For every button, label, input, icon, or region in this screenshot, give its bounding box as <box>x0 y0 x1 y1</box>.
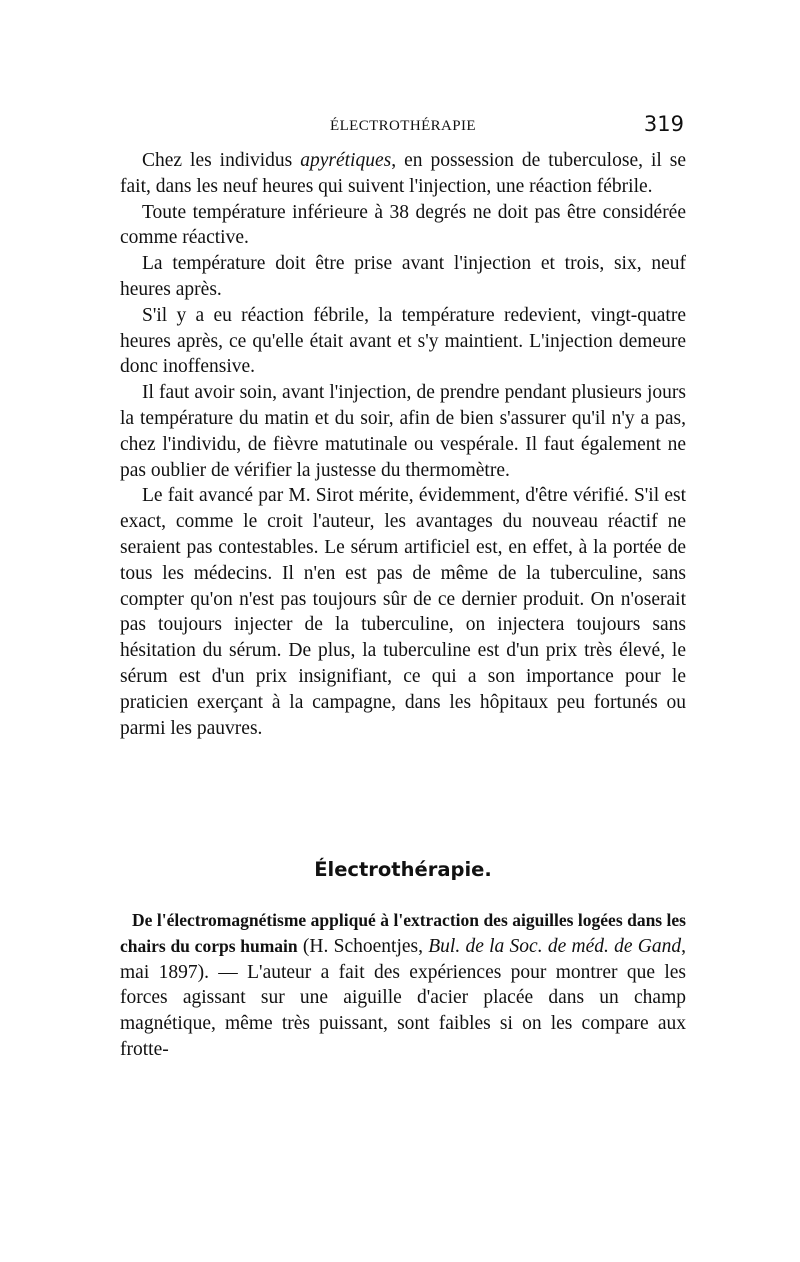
paragraph: La température doit être prise avant l'injection et trois, six, neuf heures après. <box>120 253 686 300</box>
paragraph: Toute température inférieure à 38 degrés ne doit pas être considérée comme réactive. <box>120 201 686 249</box>
paragraph: S'il y a eu réaction fébrile, la température redevient, vingt-quatre heures après, ce qu'elle était avant et s'y maintient. L'injection demeure donc inoffensive. <box>120 304 686 378</box>
entry-title: De l'électromagnétisme appliqué à l'extraction des aiguilles logées dans les chairs du corps humain <box>120 910 686 956</box>
entry-journal: Bul. de la Soc. de méd. de Gand <box>428 935 682 957</box>
body-text <box>120 148 686 741</box>
paragraph-emphasis: apyrétiques <box>300 150 392 171</box>
section-heading: Électrothérapie. <box>314 858 492 881</box>
paragraph: Il faut avoir soin, avant l'injection, de prendre pendant plusieurs jours la température du matin et du soir, afin de bien s'assurer qu'il n'y a pas, chez l'individu, de fièvre matutinale ou vespérale. Il faut également ne pas oublier de vérifier la justesse du thermomètre. <box>120 382 686 481</box>
paragraph <box>120 148 686 200</box>
running-head-title: ÉLECTROTHÉRAPIE <box>330 118 476 134</box>
running-head <box>120 112 686 142</box>
paragraph-text: Chez les individus <box>142 150 301 171</box>
entry-text: , mai 1897). — L'auteur a fait des expériences pour montrer que les forces agissant sur une aiguille d'acier placée dans un champ magnétique, même très puissant, sont faibles si on les compare aux frotte- <box>120 935 687 1060</box>
bibliographic-entry <box>120 908 686 1063</box>
entry-author: (H. Schoentjes, <box>297 935 429 957</box>
paragraph: Le fait avancé par M. Sirot mérite, évidemment, d'être vérifié. S'il est exact, comme le croit l'auteur, les avantages du nouveau réactif ne seraient pas contestables. Le sérum artificiel est, en effet, à la portée de tous les médecins. Il n'en est pas de même de la tuberculine, sans compter qu'on n'est pas toujours sûr de ce dernier produit. On n'oserait pas toujours injecter de la tuberculine, on injectera toujours sans hésitation du sérum. De plus, la tuberculine est d'un prix très élevé, le sérum est d'un prix insignifiant, ce qui a son importance pour le praticien exerçant à la campagne, dans les hôpitaux peu fortunés ou parmi les pauvres. <box>120 485 686 739</box>
paragraph-text: , en possession de tuberculose, il se fait, dans les neuf heures qui suivent l'injection, une réaction fébrile. <box>120 150 686 197</box>
page-number: 319 <box>643 112 684 136</box>
